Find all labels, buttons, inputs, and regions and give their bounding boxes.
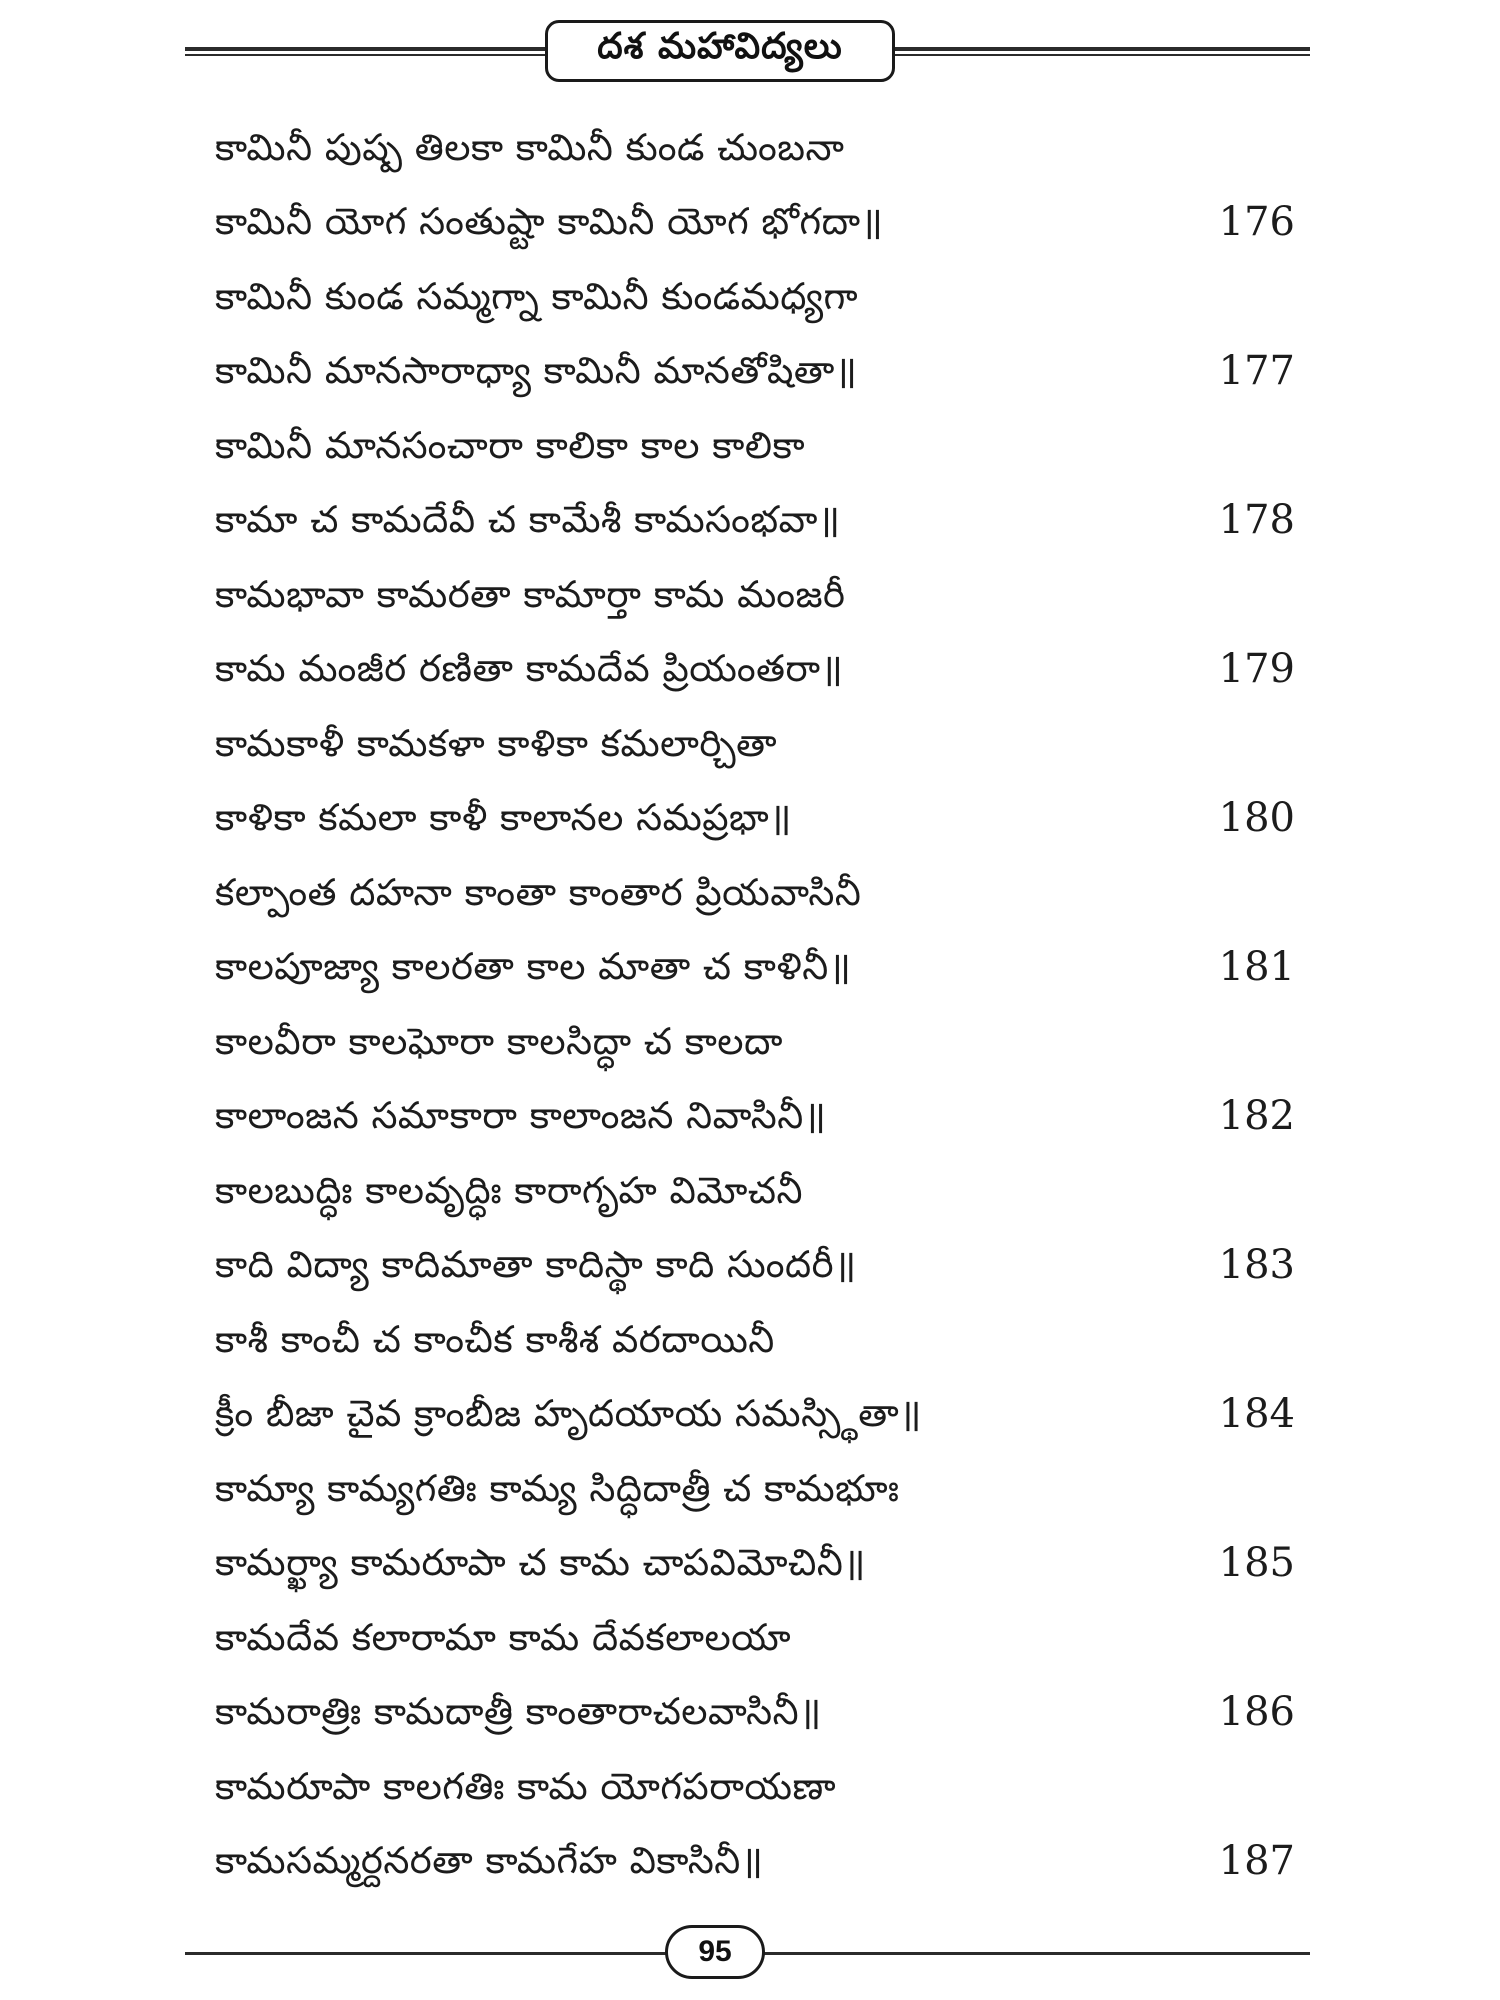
verse-line: కాలపూజ్యా కాలరతా కాల మాతా చ కాళినీ॥ bbox=[215, 945, 852, 988]
verse-number: 187 bbox=[1218, 1838, 1295, 1884]
verse-line: కామినీ మానసారాధ్యా కామినీ మానతోషితా॥ bbox=[215, 349, 858, 392]
verse-number: 181 bbox=[1218, 944, 1295, 990]
page-footer bbox=[185, 1925, 1310, 1981]
page-title: దశ మహావిద్యలు bbox=[597, 26, 843, 67]
verse-number: 185 bbox=[1218, 1540, 1295, 1586]
verse-line: క్రీం బీజా చైవ క్రాంబీజ హృదయాయ సమస్స్థితా॥ bbox=[215, 1392, 922, 1435]
verse-line: కామకాళీ కామకళా కాళికా కమలార్చితా bbox=[215, 722, 778, 765]
verse-line: కామర్ఖ్యా కామరూపా చ కామ చాపవిమోచినీ॥ bbox=[215, 1541, 866, 1584]
verse-line: కాలబుద్ధిః కాలవృద్ధిః కారాగృహ విమోచనీ bbox=[215, 1169, 803, 1212]
verse-line: కామ్యా కామ్యగతిః కామ్య సిద్ధిదాత్రీ చ కామభూః bbox=[215, 1467, 900, 1510]
verse-185 bbox=[210, 1453, 1310, 1602]
verse-line: కామ మంజీర రణితా కామదేవ ప్రియంతరా॥ bbox=[215, 647, 844, 690]
verse-178 bbox=[210, 410, 1310, 559]
verse-line: కామినీ పుష్ప తిలకా కామినీ కుండ చుంబనా bbox=[215, 126, 845, 169]
verse-line: కాది విద్యా కాదిమాతా కాదిస్థా కాది సుందరీ॥ bbox=[215, 1243, 857, 1286]
verse-number: 184 bbox=[1218, 1391, 1295, 1437]
verse-line: కామసమ్మర్దనరతా కామగేహ వికాసినీ॥ bbox=[215, 1839, 764, 1882]
verse-line: కామినీ యోగ సంతుష్టా కామినీ యోగ భోగదా॥ bbox=[215, 200, 884, 243]
verse-number: 179 bbox=[1218, 646, 1295, 692]
verse-line: కామినీ మానసంచారా కాలికా కాల కాలికా bbox=[215, 424, 806, 467]
verse-number: 180 bbox=[1218, 795, 1295, 841]
verse-line: కామా చ కామదేవీ చ కామేశీ కామసంభవా॥ bbox=[215, 498, 841, 541]
verse-number: 177 bbox=[1218, 348, 1295, 394]
verse-line: కామినీ కుండ సమ్మగ్నా కామినీ కుండమధ్యగా bbox=[215, 275, 859, 318]
verse-line: కాశీ కాంచీ చ కాంచీక కాశీశ వరదాయినీ bbox=[215, 1318, 775, 1361]
verse-line: కామదేవ కలారామా కామ దేవకలాలయా bbox=[215, 1616, 792, 1659]
verse-number: 182 bbox=[1218, 1093, 1295, 1139]
verse-line: కామభావా కామరతా కామార్తా కామ మంజరీ bbox=[215, 573, 846, 616]
verse-184 bbox=[210, 1304, 1310, 1453]
verse-186 bbox=[210, 1602, 1310, 1751]
verse-179 bbox=[210, 559, 1310, 708]
page-number-badge bbox=[665, 1925, 765, 1979]
verse-number: 176 bbox=[1218, 199, 1295, 245]
verse-182 bbox=[210, 1006, 1310, 1155]
verse-180 bbox=[210, 708, 1310, 857]
title-box bbox=[545, 20, 895, 82]
page-header bbox=[185, 20, 1310, 90]
verse-181 bbox=[210, 857, 1310, 1006]
verse-176 bbox=[210, 112, 1310, 261]
verse-187 bbox=[210, 1751, 1310, 1900]
page-number: 95 bbox=[698, 1935, 732, 1968]
verse-line: కాలాంజన సమాకారా కాలాంజన నివాసినీ॥ bbox=[215, 1094, 827, 1137]
verse-line: కల్పాంత దహనా కాంతా కాంతార ప్రియవాసినీ bbox=[215, 871, 862, 914]
verse-183 bbox=[210, 1155, 1310, 1304]
verse-line: కాలవీరా కాలఘోరా కాలసిద్ధా చ కాలదా bbox=[215, 1020, 784, 1063]
verse-list bbox=[210, 112, 1310, 1900]
verse-177 bbox=[210, 261, 1310, 410]
verse-number: 186 bbox=[1218, 1689, 1295, 1735]
verse-line: కామరూపా కాలగతిః కామ యోగపరాయణా bbox=[215, 1765, 837, 1808]
verse-number: 183 bbox=[1218, 1242, 1295, 1288]
verse-number: 178 bbox=[1218, 497, 1295, 543]
verse-line: కామరాత్రిః కామదాత్రీ కాంతారాచలవాసినీ॥ bbox=[215, 1690, 822, 1733]
verse-line: కాళికా కమలా కాళీ కాలానల సమప్రభా॥ bbox=[215, 796, 792, 839]
